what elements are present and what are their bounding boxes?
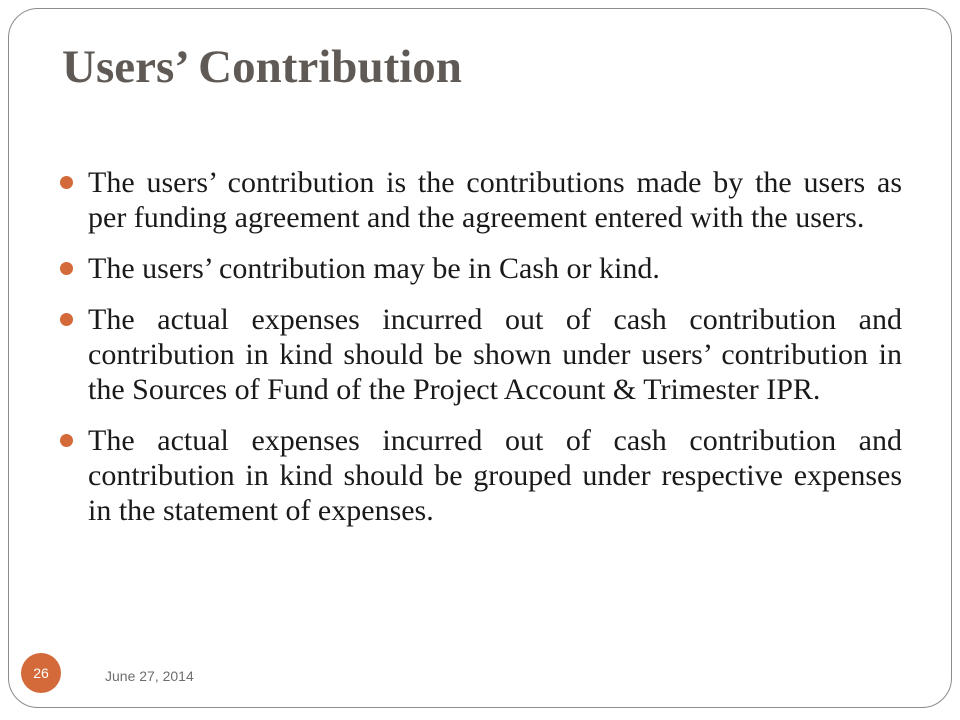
slide-title: Users’ Contribution — [62, 41, 462, 93]
footer-date: June 27, 2014 — [105, 668, 194, 684]
bullet-list — [60, 165, 902, 544]
bullet-dot-icon — [60, 176, 73, 189]
bullet-item — [60, 251, 902, 286]
bullet-item — [60, 423, 902, 528]
page-number: 26 — [33, 665, 49, 681]
bullet-dot-icon — [60, 313, 73, 326]
bullet-text: The users’ contribution is the contributions made by the users as per funding agreement and the agreement entered with the users. — [88, 166, 902, 234]
bullet-text: The actual expenses incurred out of cash contribution and contribution in kind should be grouped under respective expenses in the statement of expenses. — [88, 424, 902, 527]
bullet-text: The users’ contribution may be in Cash or kind. — [88, 252, 660, 285]
bullet-text: The actual expenses incurred out of cash contribution and contribution in kind should be shown under users’ contribution in the Sources of Fund of the Project Account & Trimester IPR. — [88, 303, 902, 406]
bullet-item — [60, 165, 902, 235]
bullet-dot-icon — [60, 434, 73, 447]
page-number-badge — [21, 653, 61, 693]
bullet-dot-icon — [60, 262, 73, 275]
bullet-item — [60, 302, 902, 407]
